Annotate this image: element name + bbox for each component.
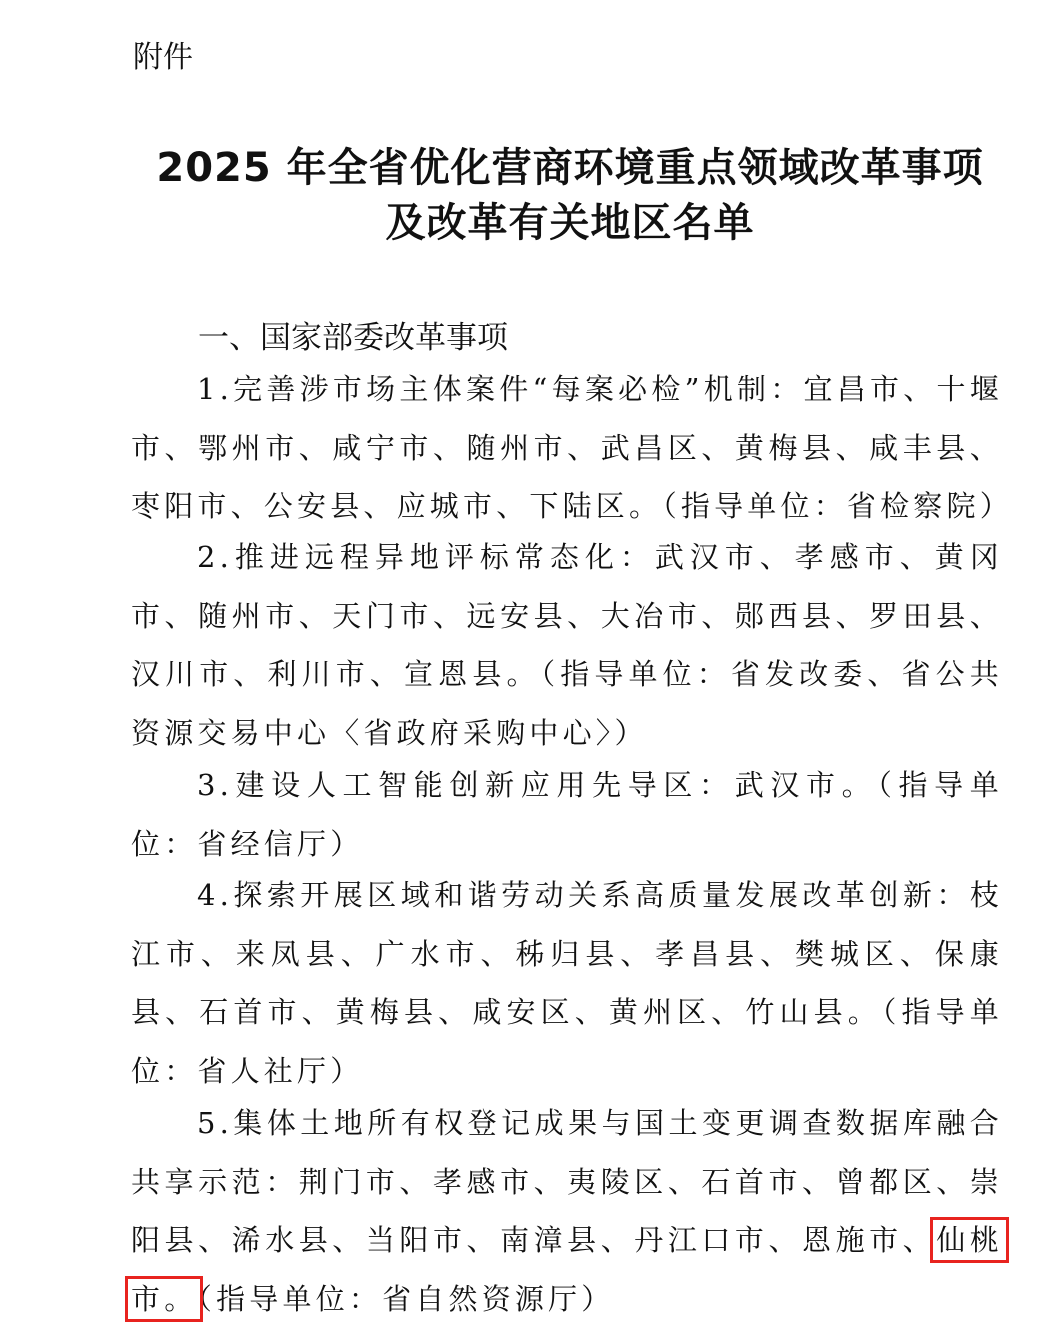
attachment-label: 附件 [133,40,193,75]
reform-item-5-text-after: （指导单位：省自然资源厅） [197,1281,615,1316]
section-heading: 一、国家部委改革事项 [198,320,508,356]
highlighted-city: 仙桃市。 [131,1223,1003,1316]
reform-item-4: 4.探索开展区域和谐劳动关系高质量发展改革创新：枝江市、来凤县、广水市、秭归县、孝昌县、樊城区、保康县、石首市、黄梅县、咸安区、黄州区、竹山县。（指导单位：省人社厅） [131,878,1003,1088]
document-title-line-1: 2025 年全省优化营商环境重点领域改革事项 [156,145,984,191]
reform-item-3: 3.建设人工智能创新应用先导区：武汉市。（指导单位：省经信厅） [131,768,1003,861]
document-title-line-2: 及改革有关地区名单 [385,200,755,246]
reform-item-2: 2.推进远程异地评标常态化：武汉市、孝感市、黄冈市、随州市、天门市、远安县、大冶市、郧西县、罗田县、汉川市、利川市、宣恩县。（指导单位：省发改委、省公共资源交易中心〈省政府采购中心〉） [131,540,1003,750]
reform-item-1: 1.完善涉市场主体案件“每案必检”机制：宜昌市、十堰市、鄂州市、咸宁市、随州市、武昌区、黄梅县、咸丰县、枣阳市、公安县、应城市、下陆区。（指导单位：省检察院） [131,372,1013,523]
reform-item-5-text-before: 5.集体土地所有权登记成果与国土变更调查数据库融合共享示范：荆门市、孝感市、夷陵区、石首市、曾都区、崇阳县、浠水县、当阳市、南漳县、丹江口市、恩施市、 [131,1106,1003,1257]
reform-item-5 [131,1094,1003,1328]
